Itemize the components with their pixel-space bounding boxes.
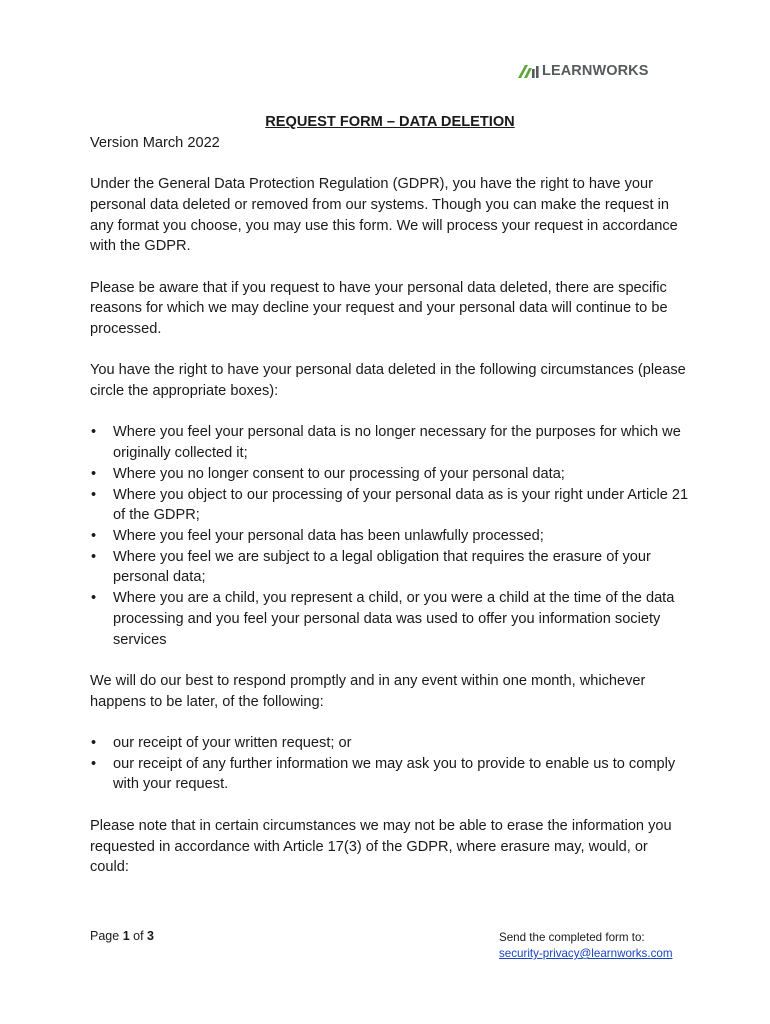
list-item: • our receipt of your written request; or <box>90 733 690 754</box>
decline-paragraph: Please be aware that if you request to have your personal data deleted, there are specific reasons for which we may decline your request and your personal data will continue to be processed. <box>90 279 668 337</box>
response-paragraph: We will do our best to respond promptly and in any event within one month, whichever happens to be later, of the following: <box>90 672 646 710</box>
list-item: • Where you object to our processing of your personal data as is your right under Article 21 of the GDPR; <box>90 485 690 526</box>
list-item: • Where you no longer consent to our processing of your personal data; <box>90 464 690 485</box>
page-total: 3 <box>147 929 154 943</box>
page-word: Page <box>90 929 120 943</box>
triggers-list <box>90 733 690 795</box>
footer-contact <box>499 930 672 962</box>
learnworks-logo-icon <box>518 64 540 78</box>
learnworks-logo <box>518 61 649 81</box>
list-item: • Where you feel your personal data has been unlawfully processed; <box>90 526 690 547</box>
page-current: 1 <box>122 929 130 943</box>
email-link[interactable]: security-privacy@learnworks.com <box>499 947 673 960</box>
page-number <box>90 929 154 943</box>
document-body <box>90 112 690 878</box>
list-item: • Where you feel we are subject to a legal obligation that requires the erasure of your personal data; <box>90 547 690 588</box>
of-word: of <box>133 929 144 943</box>
send-label: Send the completed form to: <box>499 931 645 944</box>
document-version: Version March 2022 <box>90 134 220 151</box>
list-item: • Where you feel your personal data is no longer necessary for the purposes for which we originally collected it; <box>90 422 690 463</box>
document-title: REQUEST FORM – DATA DELETION <box>265 114 515 130</box>
circumstances-paragraph: You have the right to have your personal data deleted in the following circumstances (please circle the appropriate boxes): <box>90 362 686 400</box>
exceptions-paragraph: Please note that in certain circumstances we may not be able to erase the information you requested in accordance with Article 17(3) of the GDPR, where erasure may, would, or could: <box>90 817 672 876</box>
list-item: • Where you are a child, you represent a child, or you were a child at the time of the data processing and you feel your personal data was used to offer you information society services <box>90 588 690 650</box>
circumstances-list <box>90 422 690 650</box>
list-item: • our receipt of any further information we may ask you to provide to enable us to comply with your request. <box>90 754 690 795</box>
intro-paragraph: Under the General Data Protection Regulation (GDPR), you have the right to have your personal data deleted or removed from our systems. Though you can make the request in any format you choose, you may use this form. We will process your request in accordance with the GDPR. <box>90 176 678 255</box>
logo-text: LEARNWORKS <box>542 63 649 79</box>
